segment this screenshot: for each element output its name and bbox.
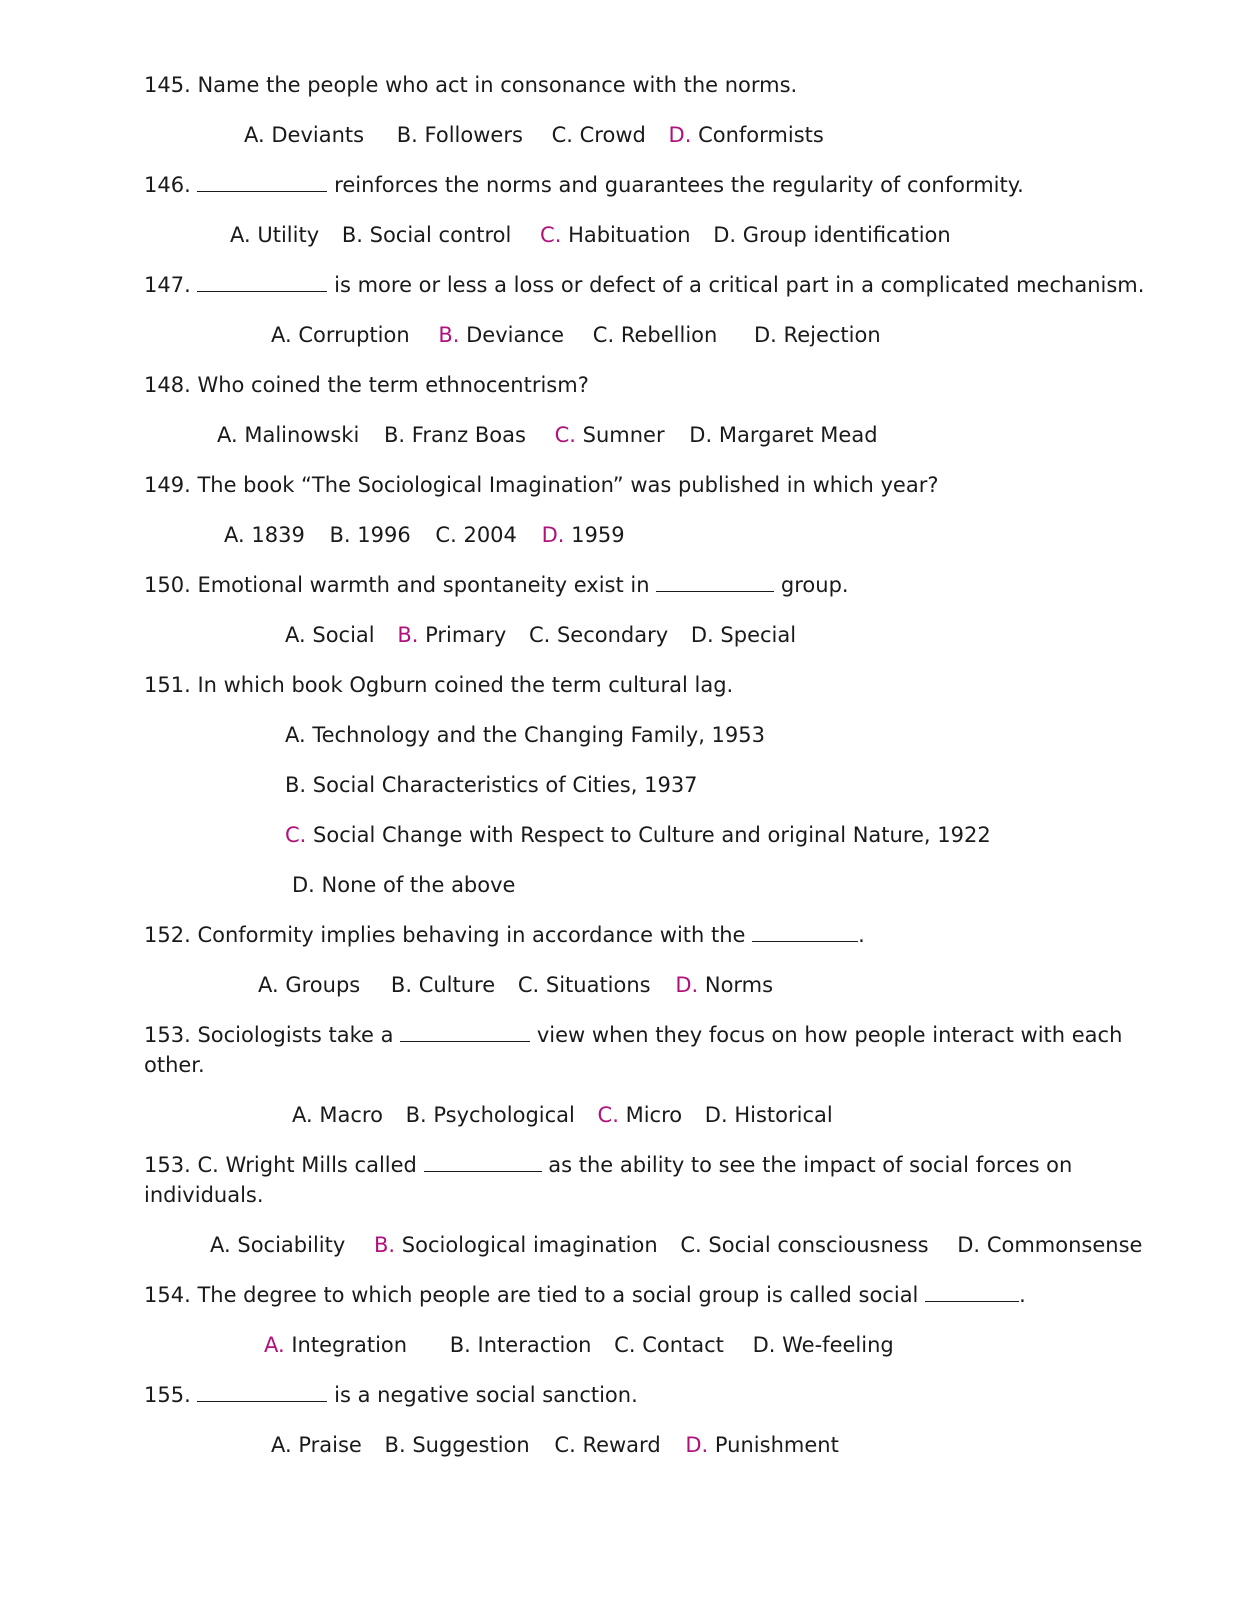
options-148 (217, 420, 878, 450)
options-152 (258, 970, 773, 1000)
question-145: 145. Name the people who act in consonance with the norms. (144, 73, 798, 97)
question-150: 150. Emotional warmth and spontaneity exist in group. (144, 573, 849, 597)
option-a: A. Corruption (271, 323, 410, 347)
option-b: B. Followers (396, 123, 523, 147)
options-153b (210, 1230, 1142, 1260)
question-155: 155. is a negative social sanction. (144, 1383, 638, 1407)
option-c: C. Social consciousness (680, 1233, 929, 1257)
option-a: A. Macro (292, 1103, 383, 1127)
options-145 (244, 120, 824, 150)
option-a: A. Utility (230, 223, 320, 247)
option-c: C. Rebellion (592, 323, 718, 347)
option-d-answer: D. Punishment (685, 1433, 839, 1457)
option-d: D. Special (690, 623, 797, 647)
option-b: B. Franz Boas (383, 423, 526, 447)
question-147: 147. is more or less a loss or defect of a critical part in a complicated mechanism. (144, 273, 1145, 297)
options-146 (230, 220, 951, 250)
question-153b: 153. C. Wright Mills called as the ability to see the impact of social forces on (144, 1153, 1073, 1177)
answer-blank (656, 573, 774, 592)
option-b: B. 1996 (329, 523, 411, 547)
option-d: D. Commonsense (957, 1233, 1143, 1257)
option-a: A. Technology and the Changing Family, 1953 (285, 723, 765, 747)
question-153a-continued: other. (144, 1053, 205, 1077)
answer-blank (925, 1283, 1019, 1302)
answer-blank (400, 1023, 530, 1042)
option-c-answer: C. Micro (597, 1103, 683, 1127)
option-d-answer: D. 1959 (541, 523, 625, 547)
option-a: A. Sociability (210, 1233, 346, 1257)
answer-blank (197, 1383, 327, 1402)
option-c: C. Situations (517, 973, 651, 997)
option-c: C. Crowd (551, 123, 646, 147)
option-c: C. Secondary (528, 623, 669, 647)
option-b: B. Psychological (405, 1103, 575, 1127)
question-151: 151. In which book Ogburn coined the term cultural lag. (144, 673, 734, 697)
answer-blank (752, 923, 858, 942)
question-149: 149. The book “The Sociological Imagination” was published in which year? (144, 473, 939, 497)
question-152: 152. Conformity implies behaving in accordance with the . (144, 923, 865, 947)
answer-blank (197, 173, 327, 192)
option-a: A. Deviants (244, 123, 365, 147)
option-a: A. Social (285, 623, 375, 647)
options-147 (271, 320, 881, 350)
option-c-answer: C. Habituation (540, 223, 691, 247)
question-153b-continued: individuals. (144, 1183, 264, 1207)
option-a-answer: A. Integration (264, 1333, 408, 1357)
option-a: A. Malinowski (217, 423, 360, 447)
option-d-answer: D. Conformists (668, 123, 824, 147)
option-b: B. Culture (390, 973, 496, 997)
option-c-answer: C. Sumner (554, 423, 665, 447)
option-a: A. Groups (258, 973, 361, 997)
option-d: D. None of the above (292, 873, 516, 897)
options-149 (224, 520, 625, 550)
option-d: D. Rejection (754, 323, 881, 347)
option-b: B. Suggestion (384, 1433, 530, 1457)
option-d: D. Group identification (713, 223, 951, 247)
option-d: D. We-feeling (752, 1333, 894, 1357)
option-c: C. 2004 (435, 523, 517, 547)
option-b-answer: B. Sociological imagination (373, 1233, 658, 1257)
option-b-answer: B. Primary (397, 623, 507, 647)
option-d: D. Margaret Mead (689, 423, 878, 447)
answer-blank (424, 1153, 542, 1172)
question-146: 146. reinforces the norms and guarantees the regularity of conformity. (144, 173, 1024, 197)
option-c: C. Contact (614, 1333, 724, 1357)
option-a: A. 1839 (224, 523, 305, 547)
options-154 (264, 1330, 894, 1360)
options-150 (285, 620, 796, 650)
option-d: D. Historical (704, 1103, 833, 1127)
option-a: A. Praise (271, 1433, 362, 1457)
question-154: 154. The degree to which people are tied to a social group is called social . (144, 1283, 1026, 1307)
option-b-answer: B. Deviance (438, 323, 565, 347)
question-153a: 153. Sociologists take a view when they focus on how people interact with each (144, 1023, 1123, 1047)
option-b: B. Social control (341, 223, 512, 247)
answer-blank (197, 273, 327, 292)
option-b: B. Social Characteristics of Cities, 1937 (285, 773, 698, 797)
options-153a (292, 1100, 833, 1130)
options-155 (271, 1430, 839, 1460)
option-b: B. Interaction (449, 1333, 592, 1357)
option-c-answer: C. Social Change with Respect to Culture and original Nature, 1922 (285, 823, 991, 847)
option-d-answer: D. Norms (675, 973, 774, 997)
question-148: 148. Who coined the term ethnocentrism? (144, 373, 589, 397)
option-c: C. Reward (554, 1433, 661, 1457)
